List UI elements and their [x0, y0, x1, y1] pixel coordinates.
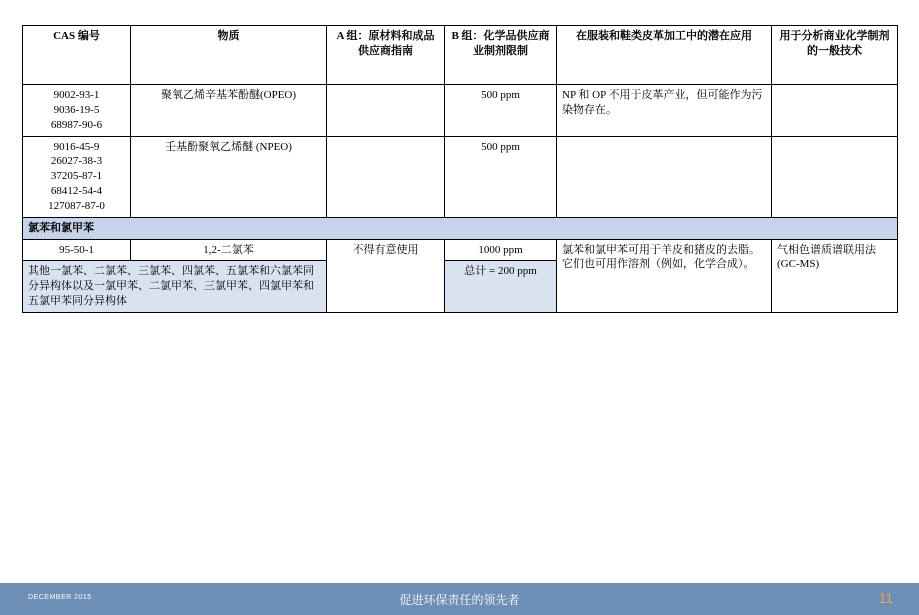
table-section-row [23, 217, 898, 239]
cell-substance: 聚氧乙烯辛基苯酚醚(OPEO) [131, 85, 327, 137]
table-header-row [23, 26, 898, 85]
cell-application: NP 和 OP 不用于皮革产业，但可能作为污染物存在。 [557, 85, 772, 137]
cell-application: 氯苯和氯甲苯可用于羊皮和猪皮的去脂。它们也可用作溶剂（例如，化学合成）。 [557, 239, 772, 312]
cell-group-a [327, 136, 445, 217]
cell-group-b: 1000 ppm [445, 239, 557, 261]
table-row [23, 239, 898, 261]
cell-group-b: 500 ppm [445, 85, 557, 137]
cell-cas: 9016-45-9 26027-38-3 37205-87-1 68412-54-4 127087-87-0 [23, 136, 131, 217]
cell-technique: 气相色谱质谱联用法 (GC-MS) [772, 239, 898, 312]
header-group-b: B 组：化学品供应商业制剂限制 [445, 26, 557, 85]
cell-group-a: 不得有意使用 [327, 239, 445, 312]
cell-substance: 1,2-二氯苯 [131, 239, 327, 261]
table-header [23, 26, 898, 85]
cell-application [557, 136, 772, 217]
cell-cas: 95-50-1 [23, 239, 131, 261]
footer-date: DECEMBER 2015 [28, 594, 92, 601]
table-body [23, 85, 898, 313]
substances-table-wrapper [22, 25, 897, 313]
header-application: 在服装和鞋类皮革加工中的潜在应用 [557, 26, 772, 85]
cell-cas: 9002-93-1 9036-19-5 68987-90-6 [23, 85, 131, 137]
cell-substance: 壬基酚聚氧乙烯醚 (NPEO) [131, 136, 327, 217]
table-row [23, 85, 898, 137]
table-row [23, 136, 898, 217]
cell-cas-isomers: 其他一氯苯、二氯苯、三氯苯、四氯苯、五氯苯和六氯苯同分异构体以及一氯甲苯、二氯甲苯、三氯甲苯、四氯甲苯和五氯甲苯同分异构体 [23, 261, 327, 313]
header-group-a: A 组：原材料和成品供应商指南 [327, 26, 445, 85]
cell-technique [772, 136, 898, 217]
page-footer [0, 583, 919, 615]
cell-group-a [327, 85, 445, 137]
footer-inner [0, 583, 919, 615]
footer-page-number: 11 [878, 590, 893, 606]
cell-group-b: 500 ppm [445, 136, 557, 217]
cell-group-b: 总计 = 200 ppm [445, 261, 557, 313]
header-cas: CAS 编号 [23, 26, 131, 85]
cell-technique [772, 85, 898, 137]
section-label: 氯苯和氯甲苯 [23, 217, 898, 239]
header-substance: 物质 [131, 26, 327, 85]
header-technique: 用于分析商业化学制剂的一般技术 [772, 26, 898, 85]
substances-table [22, 25, 898, 313]
footer-tagline: 促进环保责任的领先者 [399, 593, 520, 607]
